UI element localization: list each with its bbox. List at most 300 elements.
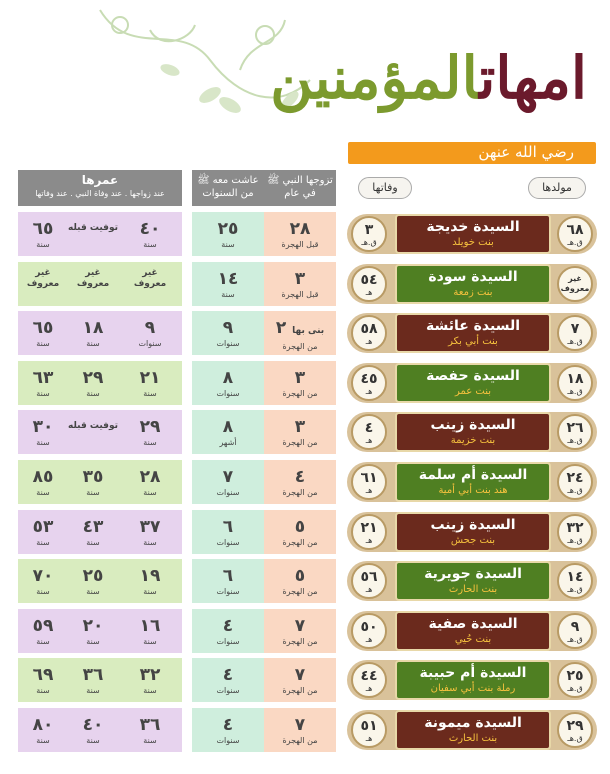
cell-unit: من الهجرة (282, 637, 318, 646)
a3-cell (118, 311, 182, 355)
death-disc (351, 414, 387, 450)
cell-unit: سنة (36, 488, 50, 497)
wife-lineage: بنت الحارث (448, 584, 498, 595)
disc-unit: هـ (365, 288, 373, 297)
header-birth: مولدها (528, 177, 586, 199)
cell-unit: سنة (143, 488, 157, 497)
cell-number: ٢٠ (82, 616, 104, 636)
cell-number: ٢٩ (82, 368, 104, 388)
disc-unit: هـ (365, 734, 373, 743)
marr-cell (264, 609, 336, 653)
disc-number: ٤ (364, 420, 374, 436)
cell-number: ٩ (222, 318, 234, 338)
header-age-title: عمرها (81, 173, 119, 187)
a2-cell (68, 262, 118, 306)
wife-lineage: بنت عمر (454, 386, 492, 397)
table-row (0, 708, 610, 752)
disc-unit: ق.هـ (567, 585, 583, 594)
a2-cell (68, 311, 118, 355)
wife-lineage: بنت الحارث (448, 733, 498, 744)
life-cell (192, 262, 264, 306)
cell-unit: من الهجرة (282, 587, 318, 596)
cell-number: ٥٣ (32, 517, 54, 537)
marr-cell (264, 559, 336, 603)
life-cell (192, 609, 264, 653)
disc-number: ٢٤ (566, 470, 584, 486)
a3-cell (118, 410, 182, 454)
wife-name: السيدة خديجة (426, 219, 520, 235)
disc-number: ٥٤ (360, 272, 378, 288)
disc-unit: ق.هـ (567, 635, 583, 644)
wife-lineage: بنت جحش (450, 535, 496, 546)
cell-number: ٤ (294, 467, 306, 487)
cell-number: ١٤ (217, 269, 239, 289)
cell-number: ٧٠ (32, 566, 54, 586)
name-plaque (395, 264, 551, 304)
marr-cell (264, 361, 336, 405)
header-lived-line2: من السنوات (202, 188, 254, 199)
cell-number: ٦٣ (32, 368, 54, 388)
cell-unit: سنة (86, 686, 100, 695)
birth-disc (557, 266, 593, 302)
cell-unit: من الهجرة (282, 686, 318, 695)
name-plaque (395, 313, 551, 353)
cell-number: ٢٨ (139, 467, 161, 487)
wife-name: السيدة زينب (430, 417, 516, 433)
cell-unit: سنة (36, 637, 50, 646)
cell-unit: سنوات (216, 686, 240, 695)
table-row (0, 609, 610, 653)
wife-name: السيدة زينب (430, 517, 516, 533)
cell-number: ٨٥ (32, 467, 54, 487)
disc-number: ٢١ (360, 520, 378, 536)
a1-cell (18, 262, 68, 306)
disc-number: ٥١ (360, 718, 378, 734)
cell-unit: سنوات (216, 736, 240, 745)
disc-unit: هـ (365, 585, 373, 594)
wife-name: السيدة صفية (428, 616, 518, 632)
a3-cell (118, 262, 182, 306)
cell-unit: سنة (143, 538, 157, 547)
wife-lineage: رملة بنت أبي سفيان (430, 683, 516, 694)
cell-number: ٨ (222, 417, 234, 437)
cell-unit: سنة (143, 736, 157, 745)
a2-cell (68, 212, 118, 256)
name-plaque (395, 660, 551, 700)
a1-cell (18, 708, 68, 752)
life-cell (192, 658, 264, 702)
wife-lineage: بنت خزيمة (450, 435, 496, 446)
cell-number: ٥ (294, 566, 306, 586)
birth-disc (557, 662, 593, 698)
marr-cell (264, 510, 336, 554)
name-plaque (395, 512, 551, 552)
name-plaque (395, 561, 551, 601)
cell-unit: سنة (143, 686, 157, 695)
disc-unit: ق.هـ (361, 238, 377, 247)
cell-unit: سنة (86, 488, 100, 497)
cell-unit: سنة (86, 587, 100, 596)
cell-number: ٣ (294, 269, 306, 289)
cell-text: توفيت قبله (68, 223, 118, 233)
header-marriage-line2: في عام (284, 188, 316, 199)
cell-number: ٣٥ (82, 467, 104, 487)
disc-text: غير (568, 274, 582, 283)
marr-cell (264, 708, 336, 752)
life-cell (192, 410, 264, 454)
cell-number: ٢٩ (139, 417, 161, 437)
disc-text: معروف (560, 284, 590, 293)
cell-unit: سنة (143, 240, 157, 249)
cell-unit: سنة (221, 290, 235, 299)
life-cell (192, 460, 264, 504)
disc-number: ٢٥ (566, 668, 584, 684)
cell-unit: سنة (86, 389, 100, 398)
a3-cell (118, 460, 182, 504)
cell-text: معروف (26, 279, 60, 289)
table-row (0, 460, 610, 504)
a1-cell (18, 410, 68, 454)
wife-lineage: بنت حُيي (454, 634, 492, 645)
name-plaque (395, 363, 551, 403)
disc-number: ٢٦ (566, 420, 584, 436)
wife-tab (347, 512, 597, 552)
disc-unit: ق.هـ (567, 387, 583, 396)
cell-number: ١٦ (139, 616, 161, 636)
disc-unit: هـ (365, 635, 373, 644)
cell-unit: سنة (86, 339, 100, 348)
a2-cell (68, 460, 118, 504)
cell-number: ٤ (222, 715, 234, 735)
cell-number: ٦٩ (32, 665, 54, 685)
wife-lineage: هند بنت أبي أمية (438, 485, 508, 496)
cell-unit: أشهر (219, 438, 237, 447)
a1-cell (18, 460, 68, 504)
cell-unit: سنوات (216, 488, 240, 497)
marr-cell (264, 212, 336, 256)
cell-unit: سنوات (216, 389, 240, 398)
cell-number: ٧ (294, 616, 306, 636)
marr-cell (264, 410, 336, 454)
cell-number: ١٩ (139, 566, 161, 586)
name-plaque (395, 611, 551, 651)
a3-cell (118, 708, 182, 752)
cell-number: ٧ (222, 467, 234, 487)
disc-unit: ق.هـ (567, 536, 583, 545)
disc-number: ٤٤ (360, 668, 378, 684)
a2-cell (68, 410, 118, 454)
disc-number: ١٤ (566, 569, 584, 585)
death-disc (351, 216, 387, 252)
cell-number: ٢٥ (82, 566, 104, 586)
cell-unit: قبل الهجرة (281, 240, 319, 249)
cell-number: ٣٧ (139, 517, 161, 537)
disc-unit: ق.هـ (567, 436, 583, 445)
table-row (0, 311, 610, 355)
cell-number: ٧ (294, 665, 306, 685)
cell-text: غير (35, 268, 51, 278)
cell-unit: قبل الهجرة (281, 290, 319, 299)
table-row (0, 510, 610, 554)
cell-unit: سنة (86, 637, 100, 646)
birth-disc (557, 216, 593, 252)
disc-number: ٥٠ (360, 619, 378, 635)
death-disc (351, 613, 387, 649)
wife-tab (347, 363, 597, 403)
death-disc (351, 464, 387, 500)
cell-number: ٩ (144, 318, 156, 338)
death-disc (351, 514, 387, 550)
a1-cell (18, 311, 68, 355)
cell-number: ٣ (294, 417, 306, 437)
cell-unit: من الهجرة (282, 438, 318, 447)
a2-cell (68, 361, 118, 405)
a2-cell (68, 658, 118, 702)
disc-unit: ق.هـ (567, 238, 583, 247)
cell-number: ٣ (294, 368, 306, 388)
header-lived-line1: عاشت معه ﷺ (197, 175, 259, 186)
cell-number: ٤ (222, 616, 234, 636)
wife-name: السيدة عائشة (425, 318, 521, 334)
cell-number: ٦٥ (32, 219, 54, 239)
cell-number: ٢٨ (289, 219, 311, 239)
a1-cell (18, 609, 68, 653)
wife-tab (347, 462, 597, 502)
disc-unit: ق.هـ (567, 337, 583, 346)
disc-number: ٣ (364, 222, 374, 238)
cell-unit: من الهجرة (282, 389, 318, 398)
birth-disc (557, 563, 593, 599)
a2-cell (68, 708, 118, 752)
title-part2: المؤمنين (270, 44, 480, 112)
disc-unit: ق.هـ (567, 486, 583, 495)
death-disc (351, 712, 387, 748)
table-row (0, 212, 610, 256)
death-disc (351, 365, 387, 401)
a1-cell (18, 361, 68, 405)
cell-number: ٤٠ (82, 715, 104, 735)
cell-text: توفيت قبله (68, 421, 118, 431)
cell-unit: سنة (36, 339, 50, 348)
cell-unit: من الهجرة (282, 736, 318, 745)
life-cell (192, 212, 264, 256)
wife-tab (347, 214, 597, 254)
a3-cell (118, 361, 182, 405)
wife-tab (347, 313, 597, 353)
a1-cell (18, 212, 68, 256)
cell-number: ٤ (222, 665, 234, 685)
disc-number: ٥٦ (360, 569, 378, 585)
a3-cell (118, 609, 182, 653)
cell-unit: سنوات (216, 339, 240, 348)
cell-text: غير (85, 268, 101, 278)
marr-cell (264, 658, 336, 702)
disc-number: ٥٨ (360, 321, 378, 337)
wife-name: السيدة أم سلمة (418, 467, 528, 483)
cell-number: ٦٥ (32, 318, 54, 338)
disc-number: ٩ (570, 619, 580, 635)
cell-number: ٥٩ (32, 616, 54, 636)
birth-disc (557, 315, 593, 351)
page-title (270, 28, 595, 143)
disc-unit: هـ (365, 436, 373, 445)
disc-unit: هـ (365, 337, 373, 346)
disc-unit: هـ (365, 486, 373, 495)
disc-number: ٦١ (360, 470, 378, 486)
title-part1: امهات (479, 44, 587, 112)
a3-cell (118, 212, 182, 256)
marr-cell (264, 262, 336, 306)
disc-number: ٣٢ (566, 520, 584, 536)
cell-number: ٦ (222, 566, 234, 586)
death-disc (351, 266, 387, 302)
disc-number: ٢٩ (566, 718, 584, 734)
disc-unit: هـ (365, 684, 373, 693)
disc-number: ١٨ (566, 371, 584, 387)
marr-cell (264, 311, 336, 355)
a1-cell (18, 510, 68, 554)
wife-tab (347, 710, 597, 750)
cell-number: ٦ (222, 517, 234, 537)
cell-unit: سنة (36, 686, 50, 695)
marr-cell (264, 460, 336, 504)
header-marriage-line1: تزوجها النبي ﷺ (267, 175, 333, 186)
cell-number: ٢١ (139, 368, 161, 388)
cell-prefix: بنى بها (292, 326, 325, 336)
table-row (0, 262, 610, 306)
cell-unit: سنة (143, 637, 157, 646)
life-cell (192, 559, 264, 603)
a2-cell (68, 510, 118, 554)
cell-number: ٧ (294, 715, 306, 735)
birth-disc (557, 365, 593, 401)
wife-tab (347, 264, 597, 304)
a3-cell (118, 658, 182, 702)
cell-unit: سنة (221, 240, 235, 249)
header-death: وفاتها (358, 177, 412, 199)
wife-lineage: بنت خويلد (452, 237, 494, 248)
disc-unit: هـ (365, 387, 373, 396)
disc-unit: ق.هـ (567, 734, 583, 743)
cell-unit: سنوات (216, 637, 240, 646)
cell-unit: سنوات (138, 339, 162, 348)
cell-number: ٨ (222, 368, 234, 388)
death-disc (351, 315, 387, 351)
birth-disc (557, 414, 593, 450)
name-plaque (395, 710, 551, 750)
cell-unit: سنة (86, 736, 100, 745)
cell-unit: سنة (143, 438, 157, 447)
name-plaque (395, 412, 551, 452)
cell-unit: سنة (36, 389, 50, 398)
header-age-sub: عند زواجها . عند وفاة النبي . عند وفاتها (35, 189, 165, 198)
cell-unit: سنة (36, 587, 50, 596)
subtitle-text: رضي الله عنهن (478, 143, 574, 161)
a1-cell (18, 559, 68, 603)
table-row (0, 361, 610, 405)
name-plaque (395, 462, 551, 502)
cell-number: ١٨ (82, 318, 104, 338)
a3-cell (118, 559, 182, 603)
life-cell (192, 311, 264, 355)
wife-name: السيدة أم حبيبة (419, 665, 527, 681)
a2-cell (68, 609, 118, 653)
header-age (18, 170, 182, 206)
cell-number: ٢ (275, 318, 287, 338)
cell-number: ٣٠ (32, 417, 54, 437)
wife-name: السيدة حفصة (426, 368, 520, 384)
header-marriage (264, 170, 336, 206)
life-cell (192, 510, 264, 554)
life-cell (192, 708, 264, 752)
table-row (0, 559, 610, 603)
birth-disc (557, 712, 593, 748)
cell-number: ٤٠ (139, 219, 161, 239)
cell-unit: سنة (86, 538, 100, 547)
wife-name: السيدة ميمونة (424, 715, 522, 731)
name-plaque (395, 214, 551, 254)
wife-tab (347, 660, 597, 700)
disc-unit: هـ (365, 536, 373, 545)
cell-text: معروف (133, 279, 167, 289)
cell-text: غير (142, 268, 158, 278)
cell-unit: سنة (143, 389, 157, 398)
wife-tab (347, 412, 597, 452)
cell-unit: من الهجرة (282, 488, 318, 497)
birth-disc (557, 514, 593, 550)
a2-cell (68, 559, 118, 603)
cell-number: ٤٣ (82, 517, 104, 537)
cell-number: ٥ (294, 517, 306, 537)
cell-text: معروف (76, 279, 110, 289)
cell-unit: سنوات (216, 538, 240, 547)
wife-name: السيدة سودة (428, 269, 518, 285)
wife-lineage: بنت أبي بكر (448, 336, 498, 347)
disc-number: ٧ (570, 321, 580, 337)
a1-cell (18, 658, 68, 702)
table-row (0, 658, 610, 702)
cell-unit: من الهجرة (282, 342, 318, 351)
cell-number: ٣٦ (139, 715, 161, 735)
disc-number: ٤٥ (360, 371, 378, 387)
cell-number: ٣٦ (82, 665, 104, 685)
wife-name: السيدة جويرية (424, 566, 522, 582)
cell-unit: سنة (36, 240, 50, 249)
cell-unit: سنة (143, 587, 157, 596)
cell-unit: سنة (36, 736, 50, 745)
disc-number: ٦٨ (566, 222, 584, 238)
birth-disc (557, 464, 593, 500)
cell-number: ٣٢ (139, 665, 161, 685)
subtitle-bar (348, 142, 596, 164)
a3-cell (118, 510, 182, 554)
cell-number: ٨٠ (32, 715, 54, 735)
wife-tab (347, 561, 597, 601)
wife-tab (347, 611, 597, 651)
cell-number: ٢٥ (217, 219, 239, 239)
death-disc (351, 662, 387, 698)
wife-lineage: بنت زمعة (453, 287, 493, 298)
disc-unit: ق.هـ (567, 684, 583, 693)
header-lived (192, 170, 264, 206)
cell-unit: سنة (36, 538, 50, 547)
cell-unit: سنة (36, 438, 50, 447)
cell-unit: من الهجرة (282, 538, 318, 547)
death-disc (351, 563, 387, 599)
life-cell (192, 361, 264, 405)
table-row (0, 410, 610, 454)
cell-unit: سنوات (216, 587, 240, 596)
